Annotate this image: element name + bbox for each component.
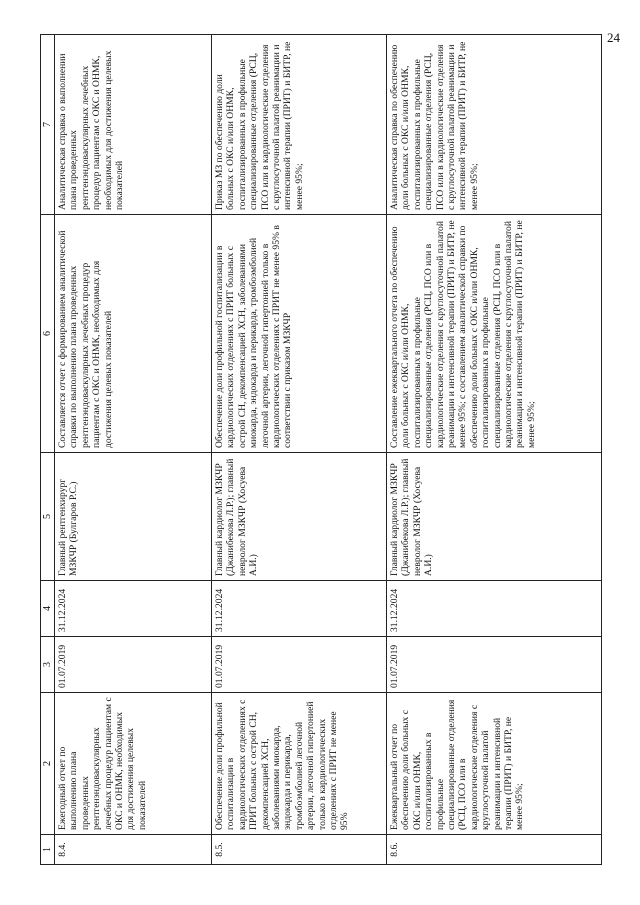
column-header: 2 <box>41 693 55 835</box>
result: Аналитическая справка о выполнении плана проведенных рентгенэндоваскулярных лечебных процедур пациентам с ОКС и ОНМК, необходимых для достижения целевых показателей <box>55 35 212 215</box>
activity-name: Обеспечение доли профильной госпитализации в кардиологических отделениях с ПРИТ больных с острой СН, декомпенсацией ХСН, заболеваниями миокарда, эндокарда и перикарда, тромбоэмболией легочной артерии, легочной гипертонией только в кардиологических отделениях с ПРИТ не менее 95% <box>212 693 387 835</box>
result: Аналитическая справка по обеспечению доли больных с ОКС и/или ОНМК, госпитализированных в профильные специализированные отделения (РСЦ, ПСО или в кардиологические отделения с круглосуточной палатой реанимации и интенсивной терапии (ПРИТ) и БИТР, не менее 95%; <box>387 35 602 215</box>
end-date: 31.12.2024 <box>387 581 602 637</box>
column-header: 4 <box>41 581 55 637</box>
description: Составляется отчет с формированием аналитической справки по выполнению плана проведенных рентгенэндоваскулярных лечебных процедур пациентам с ОКС и ОНМК, необходимых для достижения целевых показателей <box>55 215 212 453</box>
column-header: 7 <box>41 35 55 215</box>
activity-name: Ежегодный отчет по выполнению плана проведенных рентгенэндоваскулярных лечебных процедур пациентам с ОКС и ОНМК, необходимых для достижения целевых показателей <box>55 693 212 835</box>
column-header: 1 <box>41 835 55 865</box>
row-number: 8.4. <box>55 835 212 865</box>
table-header-row <box>41 35 55 865</box>
start-date: 01.07.2019 <box>387 637 602 693</box>
activity-name: Ежеквартальный отчет по обеспечению доли больных с ОКС и/или ОНМК, госпитализированных в профильные специализированные отделения (РСЦ, ПСО или в кардиологические отделения с круглосуточной палатой реанимации и интенсивной терапии (ПРИТ) и БИТР, не менее 95%; <box>387 693 602 835</box>
page-number: 24 <box>607 30 620 45</box>
row-number: 8.5. <box>212 835 387 865</box>
responsible: Главный рентгенхирург МЗКЧР (Булгаров Р.С.) <box>55 453 212 581</box>
row-number: 8.6. <box>387 835 602 865</box>
table-row <box>212 35 387 865</box>
rotated-table-wrapper <box>40 35 600 865</box>
start-date: 01.07.2019 <box>55 637 212 693</box>
responsible: Главный кардиолог МЗКЧР (Джанибекова Л.Р.); главный невролог МЗКЧР (Хосуева А.И.) <box>387 453 602 581</box>
plan-table <box>40 34 602 865</box>
column-header: 3 <box>41 637 55 693</box>
table-row <box>55 35 212 865</box>
start-date: 01.07.2019 <box>212 637 387 693</box>
description: Составление ежеквартального отчета по обеспечению доли больных с ОКС и/или ОНМК, госпитализированных в профильные специализированные отделения (РСЦ, ПСО или в кардиологические отделения с круглосуточной палатой реанимации и интенсивной терапии (ПРИТ) и БИТР, не менее 95%; с составлением аналитической справки по обеспечению доли больных с ОКС и/или ОНМК, госпитализированных в профильные специализированные отделения (РСЦ, ПСО или в кардиологические отделения с круглосуточной палатой реанимации и интенсивной терапии (ПРИТ) и БИТР, не менее 95%; <box>387 215 602 453</box>
result: Приказ МЗ по обеспечению доли больных с ОКС и/или ОНМК, госпитализированных в профильные специализированные отделения (РСЦ, ПСО или в кардиологические отделения с круглосуточной палатой реанимации и интенсивной терапии (ПРИТ) и БИТР, не менее 95%; <box>212 35 387 215</box>
description: Обеспечение доли профильной госпитализации в кардиологических отделениях с ПРИТ больных с острой СН, декомпенсацией ХСН, заболеваниями миокарда, эндокарда и перикарда, тромбоэмболией легочной артерии, легочной гипертонией только в кардиологических отделениях с ПРИТ не менее 95% в соответствии с приказом МЗКЧР <box>212 215 387 453</box>
end-date: 31.12.2024 <box>212 581 387 637</box>
table-row <box>387 35 602 865</box>
end-date: 31.12.2024 <box>55 581 212 637</box>
column-header: 5 <box>41 453 55 581</box>
column-header: 6 <box>41 215 55 453</box>
responsible: Главный кардиолог МЗКЧР (Джанибекова Л.Р.); главный невролог МЗКЧР (Хосуева А.И.) <box>212 453 387 581</box>
